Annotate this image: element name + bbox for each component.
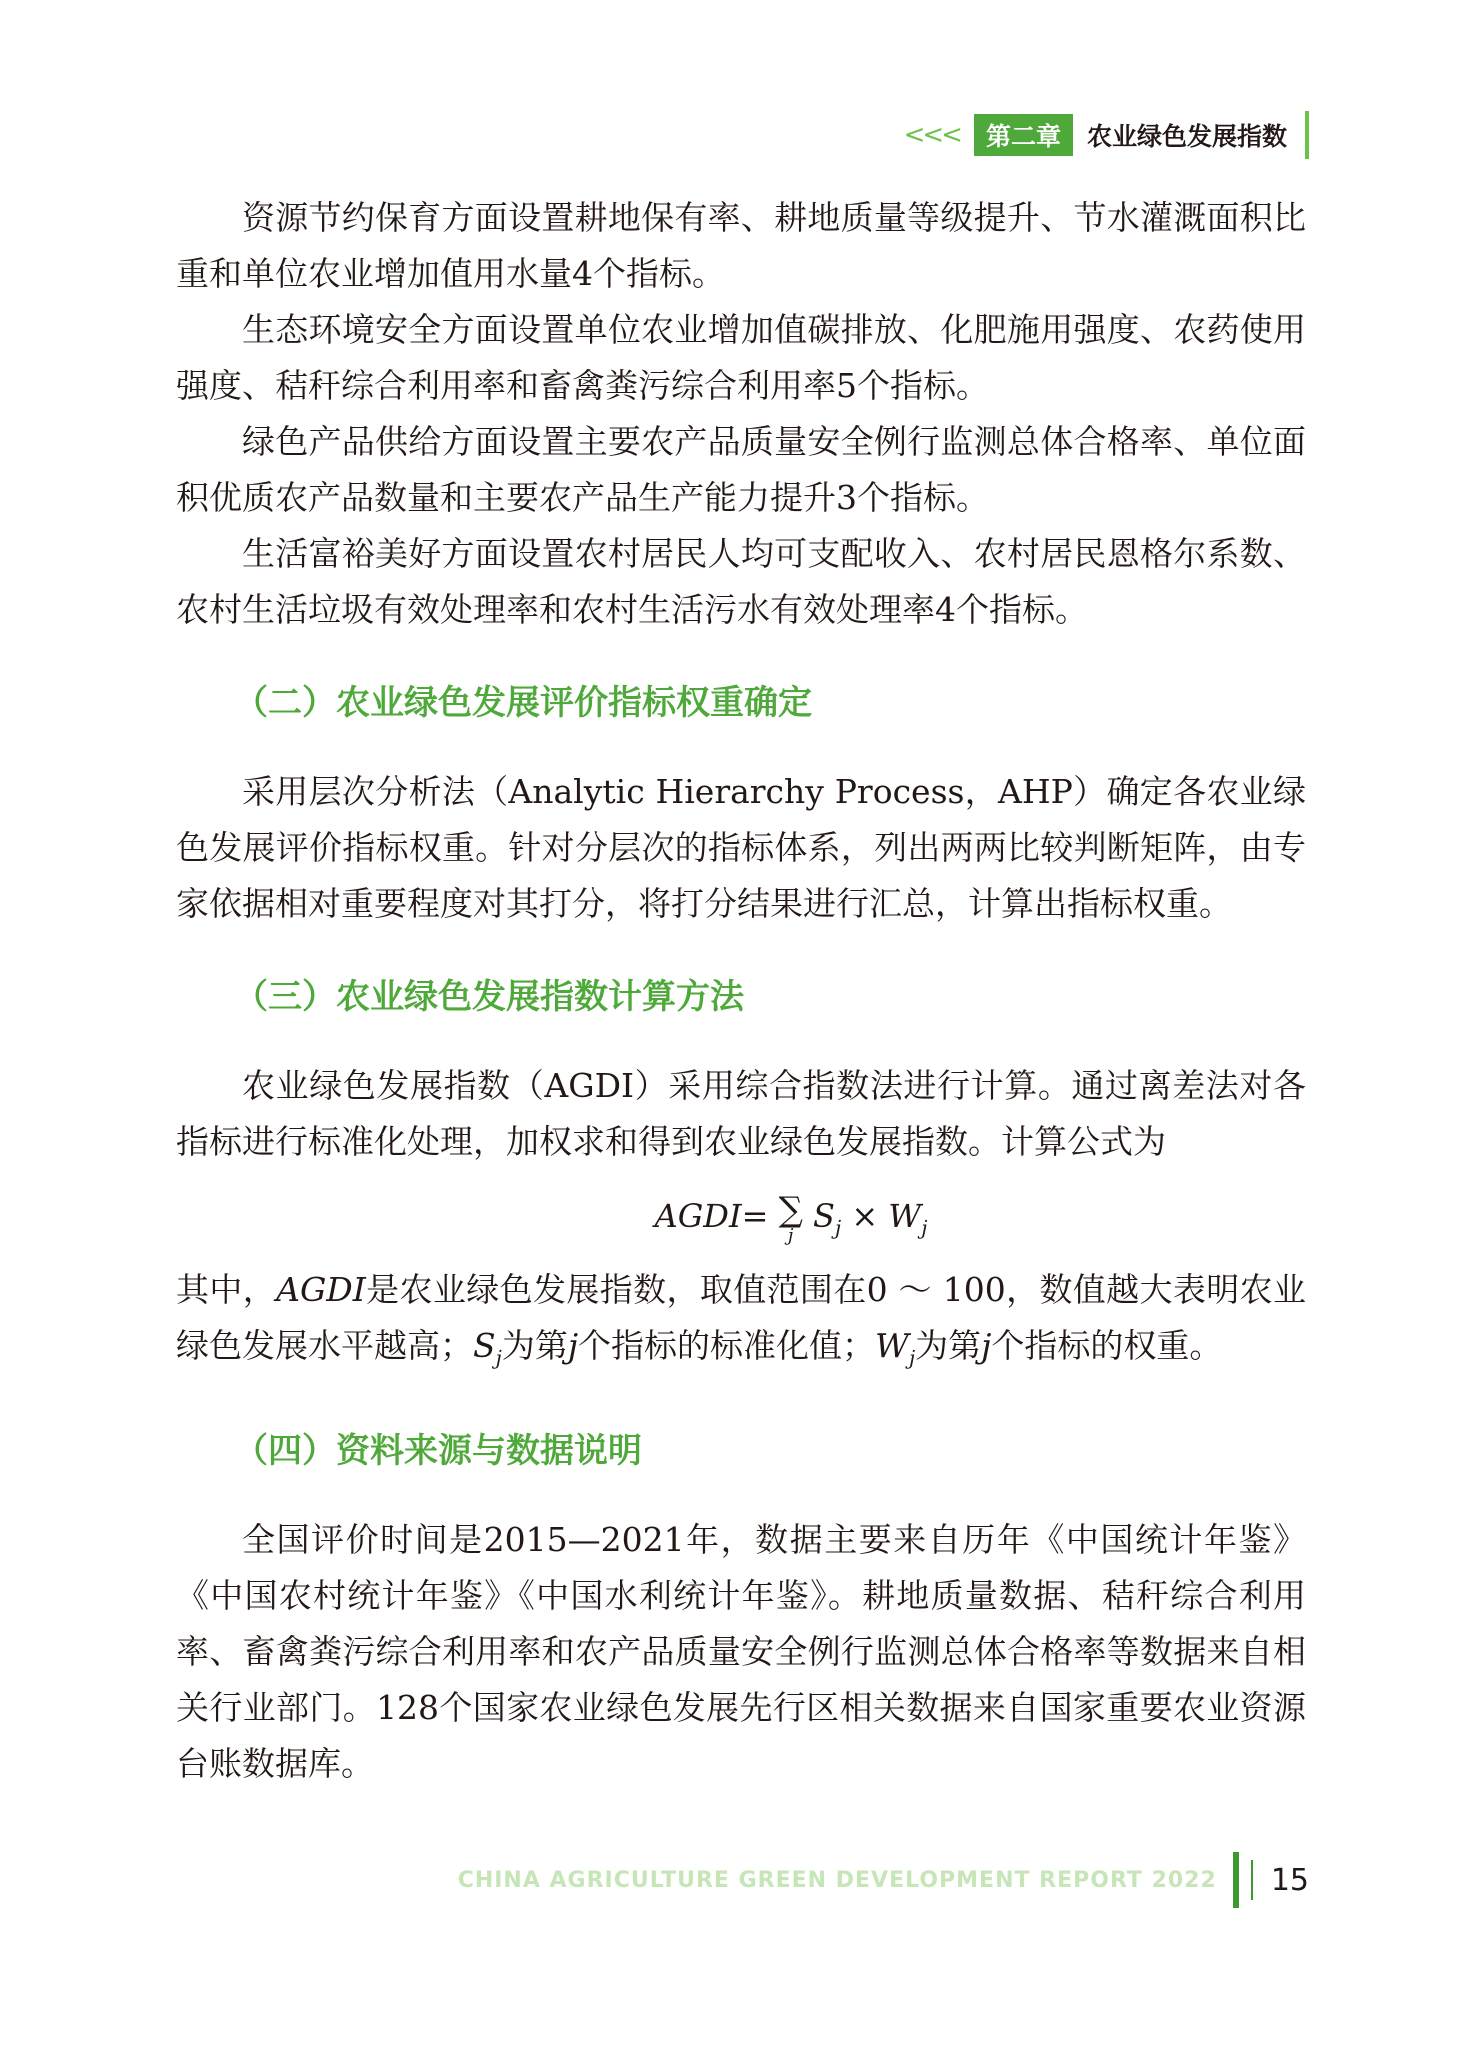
footer-divider-thick <box>1233 1852 1239 1908</box>
chapter-badge: 第二章 <box>974 114 1073 156</box>
formula-lhs: AGDI= <box>654 1197 769 1235</box>
paragraph-products: 绿色产品供给方面设置主要农产品质量安全例行监测总体合格率、单位面积优质农产品数量和主要农产品生产能力提升3个指标。 <box>176 422 1306 517</box>
explain-j: j <box>567 1326 579 1365</box>
formula-w-sub: j <box>921 1215 928 1240</box>
formula-s-sub: j <box>834 1215 842 1240</box>
chapter-title: 农业绿色发展指数 <box>1086 122 1287 151</box>
formula-times: × <box>851 1197 879 1235</box>
running-header <box>904 113 1309 157</box>
page-body <box>176 190 1306 1792</box>
paragraph-living: 生活富裕美好方面设置农村居民人均可支配收入、农村居民恩格尔系数、农村生活垃圾有效处理率和农村生活污水有效处理率4个指标。 <box>176 534 1306 629</box>
summation-symbol <box>778 1189 803 1246</box>
paragraph-ahp: 采用层次分析法（Analytic Hierarchy Process，AHP）确定各农业绿色发展评价指标权重。针对分层次的指标体系，列出两两比较判断矩阵，由专家依据相对重要程度对其打分，将打分结果进行汇总，计算出指标权重。 <box>176 772 1306 923</box>
chevron-left-icon: <<< <box>903 120 960 150</box>
sigma-glyph: ∑ <box>778 1189 803 1230</box>
explain-j: j <box>981 1326 992 1365</box>
explain-part: 其中， <box>176 1270 277 1309</box>
section-heading-weights: （二）农业绿色发展评价指标权重确定 <box>234 683 812 723</box>
page-number: 15 <box>1270 1862 1309 1898</box>
paragraph-method: 农业绿色发展指数（AGDI）采用综合指数法进行计算。通过离差法对各指标进行标准化处理，加权求和得到农业绿色发展指数。计算公式为 <box>176 1066 1306 1161</box>
explain-part: 为第 <box>915 1326 982 1365</box>
page-footer <box>458 1852 1309 1908</box>
paragraph-data-source: 全国评价时间是2015—2021年，数据主要来自历年《中国统计年鉴》《中国农村统计年鉴》《中国水利统计年鉴》。耕地质量数据、秸秆综合利用率、畜禽粪污综合利用率和农产品质量安全例行监测总体合格率等数据来自相关行业部门。128个国家农业绿色发展先行区相关数据来自国家重要农业资源台账数据库。 <box>176 1519 1306 1783</box>
formula-agdi <box>176 1170 1306 1262</box>
formula-w: W <box>888 1197 922 1235</box>
footer-report-title: CHINA AGRICULTURE GREEN DEVELOPMENT REPORT 2022 <box>457 1867 1217 1893</box>
section-heading-data-source: （四）资料来源与数据说明 <box>234 1430 642 1471</box>
explain-s: S <box>473 1326 496 1365</box>
formula-s: S <box>813 1197 835 1235</box>
explain-part: 个指标的标准化值； <box>578 1326 876 1365</box>
explain-agdi: AGDI <box>276 1270 366 1309</box>
explain-part: 个指标的权重。 <box>991 1326 1223 1365</box>
section-heading-method: （三）农业绿色发展指数计算方法 <box>234 977 744 1017</box>
explain-w: W <box>875 1326 909 1365</box>
explain-part: 是农业绿色发展指数，取值范围在0 ～ 100，数值越大表明农业绿色发展水平越高； <box>176 1270 1307 1365</box>
paragraph-explain <box>176 1262 1306 1386</box>
paragraph-resource: 资源节约保育方面设置耕地保有率、耕地质量等级提升、节水灌溉面积比重和单位农业增加值用水量4个指标。 <box>176 198 1306 293</box>
header-divider <box>1305 111 1309 159</box>
footer-divider-thin <box>1251 1860 1253 1900</box>
explain-part: 为第 <box>501 1326 568 1365</box>
paragraph-ecology: 生态环境安全方面设置单位农业增加值碳排放、化肥施用强度、农药使用强度、秸秆综合利用率和畜禽粪污综合利用率5个指标。 <box>176 310 1306 405</box>
explain-s-sub: j <box>495 1345 502 1370</box>
explain-w-sub: j <box>908 1345 916 1370</box>
sigma-subscript: j <box>787 1224 794 1246</box>
